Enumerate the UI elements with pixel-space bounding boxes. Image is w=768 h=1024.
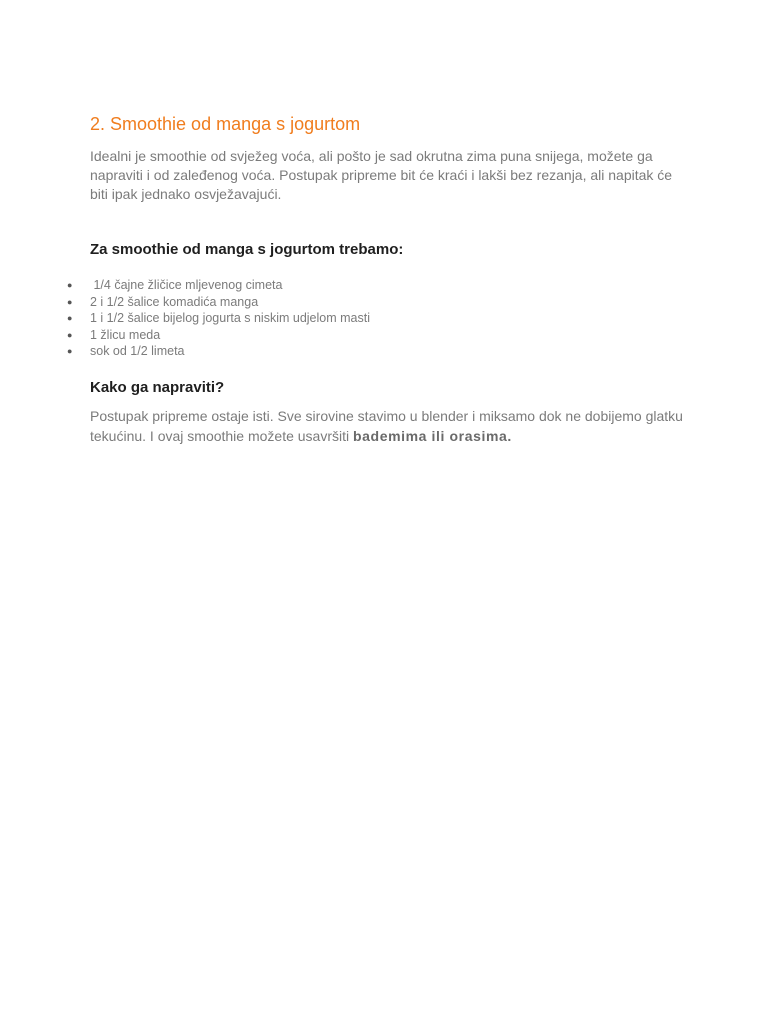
ingredient-text: 1 i 1/2 šalice bijelog jogurta s niskim udjelom masti <box>90 311 370 325</box>
ingredient-text: 1 žlicu meda <box>90 327 161 342</box>
list-item <box>0 310 768 327</box>
bullet-icon: ● <box>67 296 73 307</box>
method-paragraph <box>90 406 690 446</box>
method-text: Postupak pripreme ostaje isti. Sve sirovine stavimo u blender i miksamo dok ne dobijemo glatku tekućinu. I ovaj smoothie možete usavršiti <box>90 408 683 444</box>
method-heading: Kako ga napraviti? <box>90 379 225 396</box>
ingredients-list <box>0 277 768 360</box>
recipe-title: 2. Smoothie od manga s jogurtom <box>90 114 361 134</box>
ingredient-text: 1/4 čajne žličice mljevenog cimeta <box>90 278 283 292</box>
bullet-icon: ● <box>67 280 73 290</box>
list-item <box>0 277 768 294</box>
intro-paragraph: Idealni je smoothie od svježeg voća, ali pošto je sad okrutna zima puna snijega, možete ga napraviti i od zaleđenog voća. Postupak pripreme bit će kraći i lakši bez rezanja, ali napitak će biti ipak jednako osvježavajući. <box>90 148 673 202</box>
bullet-icon: ● <box>67 329 73 340</box>
list-item <box>0 343 768 360</box>
ingredient-text: 2 i 1/2 šalice komadića manga <box>90 294 259 309</box>
ingredients-heading: Za smoothie od manga s jogurtom trebamo: <box>90 241 404 258</box>
method-bold-text: bademima ili orasima. <box>353 428 512 444</box>
ingredient-text: sok od 1/2 limeta <box>90 344 185 358</box>
bullet-icon: ● <box>67 313 73 323</box>
list-item <box>0 294 768 311</box>
bullet-icon: ● <box>67 346 73 356</box>
list-item <box>0 327 768 344</box>
